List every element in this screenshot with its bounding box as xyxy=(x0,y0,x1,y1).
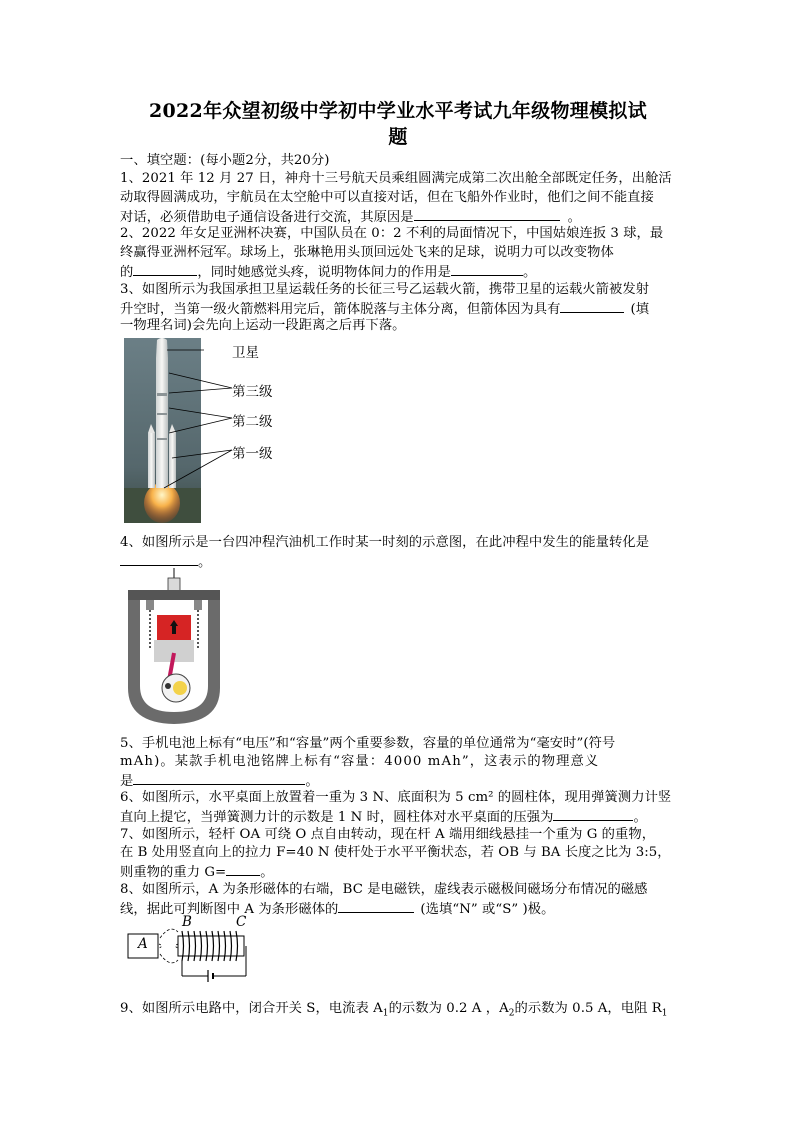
q9-sub-1: 1 xyxy=(382,1008,389,1019)
q5-line2: mAh)。某款手机电池铭牌上标有“容量：4000 mAh”，这表示的物理意义 xyxy=(120,754,600,769)
q3-text-a: 升空时，当第一级火箭燃料用完后，箭体脱落与主体分离，但箭体因为具有 xyxy=(120,302,561,317)
electromagnet-figure xyxy=(126,914,258,986)
rocket-figure xyxy=(124,338,294,523)
q7-answer-blank[interactable] xyxy=(226,861,260,876)
q7-line2: 在 B 处用竖直向上的拉力 F=40 N 使杆处于水平平衡状态，若 OB 与 BA 长度之比为 3:5， xyxy=(120,845,671,860)
label-magnet-a: A xyxy=(138,936,148,952)
q2-line1: 2、2022 年女足亚洲杯决赛，中国队员在 0：2 不利的局面情况下，中国姑娘连扳 3 球，最 xyxy=(120,226,664,241)
q1-answer-blank[interactable] xyxy=(414,206,560,221)
q5-answer-blank[interactable] xyxy=(133,770,305,785)
label-c: C xyxy=(236,914,247,930)
q4-end: 。 xyxy=(198,555,212,570)
q5-line1: 5、手机电池上标有“电压”和“容量”两个重要参数，容量的单位通常为“毫安时”(符号 xyxy=(120,736,616,751)
q1-line2: 动取得圆满成功，宇航员在太空舱中可以直接对话，但在飞船外作业时，他们之间不能直接 xyxy=(120,190,654,205)
q8-answer-blank[interactable] xyxy=(338,898,414,913)
q8-line1: 8、如图所示，A 为条形磁体的右端，BC 是电磁铁，虚线表示磁极间磁场分布情况的磁感 xyxy=(120,882,648,897)
q2-text-b: ，同时她感觉头疼，说明物体间力的作用是 xyxy=(197,265,451,280)
engine-figure xyxy=(124,568,224,728)
q2-answer-blank-1[interactable] xyxy=(133,261,197,276)
q3-text-b: (填 xyxy=(630,302,650,317)
label-second-stage: 第二级 xyxy=(232,414,273,430)
exam-title-line2: 题 xyxy=(388,126,408,148)
q2-answer-blank-2[interactable] xyxy=(451,261,523,276)
rocket-illustration xyxy=(124,338,294,523)
q2-end: 。 xyxy=(522,265,537,280)
q1-text: 对话，必须借助电子通信设备进行交流，其原因是 xyxy=(120,210,414,225)
label-first-stage: 第一级 xyxy=(232,446,273,462)
q9-text-b: 的示数为 0.2 A ，A xyxy=(388,1001,509,1016)
q9-sub-2: 2 xyxy=(508,1008,515,1019)
q2-line2: 终赢得亚洲杯冠军。球场上，张琳艳用头顶回远处飞来的足球，说明力可以改变物体 xyxy=(120,245,614,260)
q3-line1: 3、如图所示为我国承担卫星运载任务的长征三号乙运载火箭，携带卫星的运载火箭被发射 xyxy=(120,282,650,297)
q6-text: 直向上提它，当弹簧测力计的示数是 1 N 时，圆柱体对水平桌面的压强为 xyxy=(120,810,554,825)
q9-text-c: 的示数为 0.5 A，电阻 R xyxy=(514,1001,662,1016)
q6-line1: 6、如图所示，水平桌面上放置着一重为 3 N、底面积为 5 cm² 的圆柱体，现用弹簧测力计竖 xyxy=(120,790,672,805)
label-satellite: 卫星 xyxy=(232,345,259,361)
q7-line1: 7、如图所示，轻杆 OA 可绕 O 点自由转动，现在杆 A 端用细线悬挂一个重为 G 的重物， xyxy=(120,827,656,842)
q2-text-a: 的 xyxy=(120,265,134,280)
label-b: B xyxy=(182,914,192,930)
q3-line3: 一物理名词)会先向上运动一段距离之后再下落。 xyxy=(120,318,406,333)
q4-line1: 4、如图所示是一台四冲程汽油机工作时某一时刻的示意图，在此冲程中发生的能量转化是 xyxy=(120,535,650,550)
q6-answer-blank[interactable] xyxy=(553,806,633,821)
label-third-stage: 第三级 xyxy=(232,384,273,400)
q4-answer-blank[interactable] xyxy=(120,551,198,566)
q9-line1 xyxy=(120,999,668,1024)
q7-end: 。 xyxy=(260,865,274,880)
engine-illustration xyxy=(124,568,224,728)
q3-answer-blank[interactable] xyxy=(560,298,624,313)
exam-title-line1: 2022年众望初级中学初中学业水平考试九年级物理模拟试 xyxy=(149,100,647,122)
q8-text-b: (选填“N” 或“S” )极。 xyxy=(420,902,555,917)
q8-text-a: 线，据此可判断图中 A 为条形磁体的 xyxy=(120,902,339,917)
q9-sub-3: 1 xyxy=(661,1008,668,1019)
section-heading: 一、填空题：(每小题2分，共20分) xyxy=(120,153,330,168)
q5-text: 是 xyxy=(120,774,134,789)
q6-end: 。 xyxy=(633,810,647,825)
q7-text: 则重物的重力 G= xyxy=(120,865,227,880)
q5-end: 。 xyxy=(305,774,319,789)
q9-text-a: 9、如图所示电路中，闭合开关 S，电流表 A xyxy=(120,1001,383,1016)
q1-end: 。 xyxy=(567,210,581,225)
q1-line1: 1、2021 年 12 月 27 日，神舟十三号航天员乘组圆满完成第二次出舱全部既定任务，出舱活 xyxy=(120,171,672,186)
